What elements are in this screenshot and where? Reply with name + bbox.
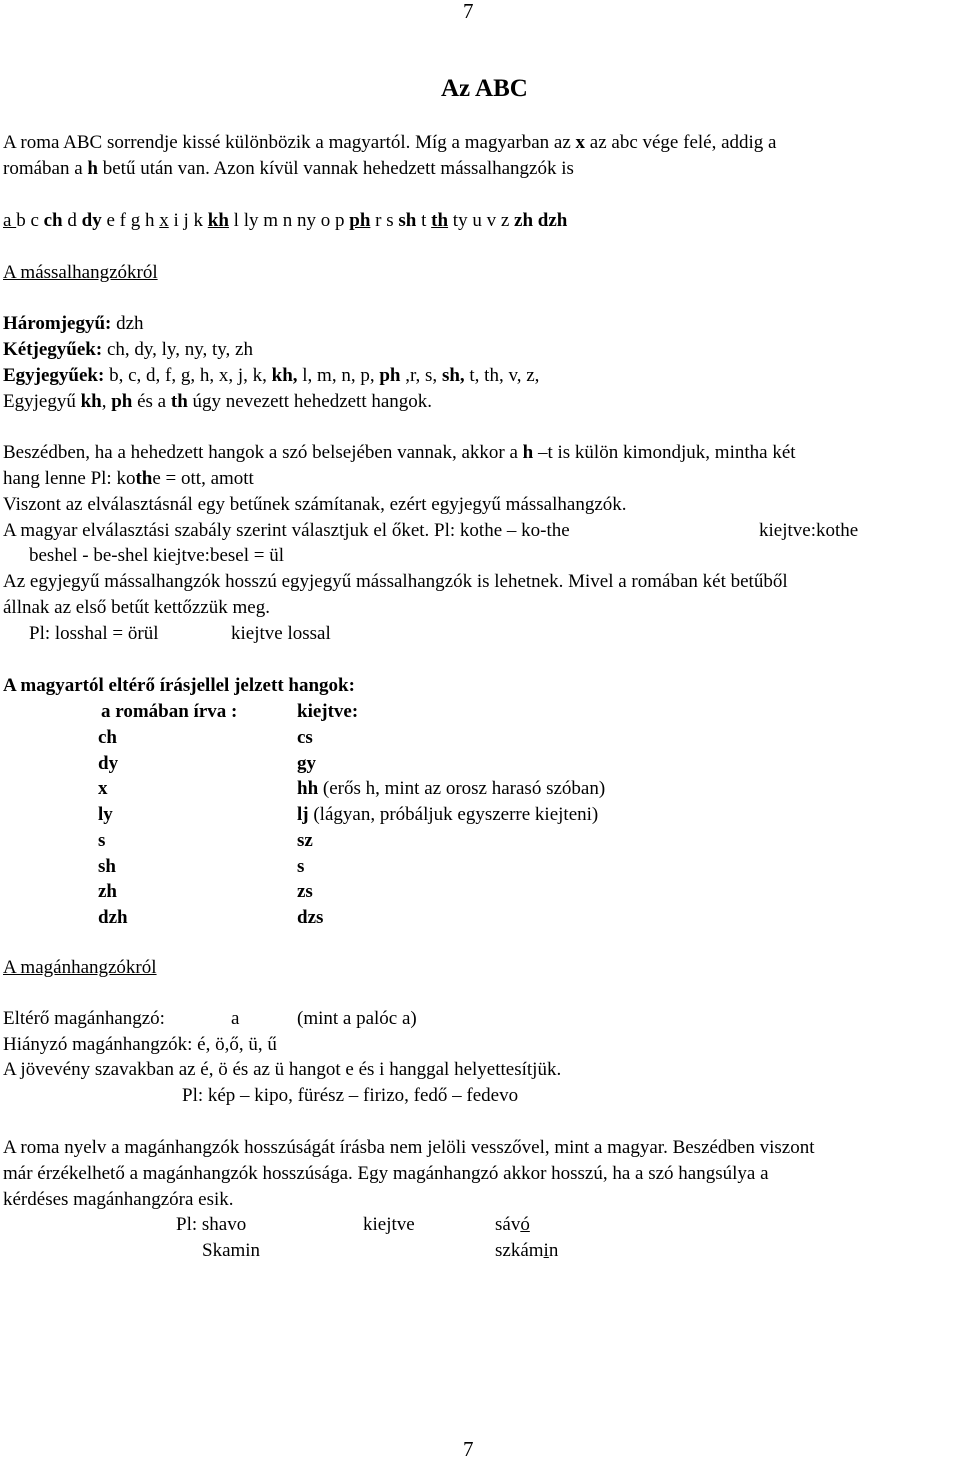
aspirated-part: kh	[80, 391, 102, 412]
alphabet-letter: x	[159, 210, 169, 231]
diff-row-pron-letters: s	[297, 855, 305, 877]
diff-row-pron-letters: zs	[297, 881, 313, 903]
length-line-2: már érzékelhető a magánhangzók hosszúsága. Egy magánhangzó akkor hosszú, ha a szó hangsúlya a	[3, 1163, 769, 1184]
alphabet-letter: zh dzh	[514, 210, 568, 231]
speech-line-1	[3, 442, 796, 464]
pron-text: szkám	[495, 1240, 544, 1261]
page-title: Az ABC	[441, 75, 528, 102]
alphabet-letter: r s	[370, 210, 399, 231]
alphabet-letter: d	[62, 210, 82, 231]
diff-head-written: a romában írva :	[101, 701, 238, 722]
speech-text: e = ott, amott	[152, 468, 254, 489]
aspirated-part: úgy nevezett hehedzett hangok.	[187, 391, 433, 412]
intro-text: betű után van. Azon kívül vannak hehedzett mássalhangzók is	[97, 158, 574, 179]
speech-line-8-pron: kiejtve lossal	[231, 623, 331, 644]
one-letter-part: kh,	[271, 365, 298, 386]
diff-row-pron	[297, 753, 316, 775]
three-letter-value: dzh	[111, 313, 144, 334]
diff-row-pron-letters: sz	[297, 829, 313, 851]
diff-row-written: x	[98, 778, 108, 800]
intro-line-2	[3, 158, 574, 180]
diff-row-note: (lágyan, próbáljuk egyszerre kiejteni)	[308, 804, 599, 826]
vowel-example: Pl: kép – kipo, fürész – firizo, fedő – fedevo	[182, 1085, 519, 1106]
alphabet-letter: t	[416, 210, 432, 231]
vowel-diff-a: a	[231, 1008, 240, 1029]
pron-stressed: ó	[520, 1214, 530, 1235]
aspirated-part: Egyjegyű	[3, 391, 81, 412]
diff-row-written: s	[98, 829, 106, 851]
diff-row-written: zh	[98, 881, 117, 903]
length-ex1-pron	[495, 1214, 530, 1236]
vowel-diff-label: Eltérő magánhangzó:	[3, 1008, 165, 1029]
speech-text: –t is külön kimondjuk, mintha két	[533, 442, 796, 463]
diff-row-pron	[297, 804, 598, 826]
speech-letter-h: h	[522, 442, 534, 463]
diff-row-pron	[297, 778, 605, 800]
vowel-loan: A jövevény szavakban az é, ö és az ü hangot e és i hanggal helyettesítjük.	[3, 1059, 562, 1080]
diff-row-pron-letters: hh	[297, 778, 319, 800]
diff-row-pron	[297, 856, 304, 878]
one-letter-part: ,r, s,	[400, 365, 442, 386]
one-letter-part: l, m, n, p,	[297, 365, 380, 386]
one-letter-part: ph	[379, 365, 401, 386]
speech-line-8: Pl: losshal = örül	[29, 623, 159, 644]
aspirated-part: ph	[111, 391, 133, 412]
page-number-bottom: 7	[463, 1437, 474, 1461]
alphabet-letter: i j k	[168, 210, 208, 231]
diff-row-pron	[297, 881, 313, 903]
alphabet-letter: dy	[81, 210, 102, 231]
length-ex2-pron	[495, 1240, 558, 1262]
intro-text: az abc vége felé, addig a	[585, 132, 777, 153]
alphabet-letter: l ly m n ny o p	[228, 210, 350, 231]
length-ex1-word: Pl: shavo	[176, 1214, 247, 1235]
diff-row-written: dzh	[98, 906, 128, 928]
pron-text: sáv	[495, 1214, 521, 1235]
speech-line-4: A magyar elválasztási szabály szerint választjuk el őket. Pl: kothe – ko-the	[3, 520, 570, 541]
alphabet-letter: kh	[207, 210, 229, 231]
alphabet-letter: a	[3, 210, 17, 231]
one-letter-part: Egyjegyűek:	[3, 365, 105, 386]
diff-row-pron	[297, 727, 313, 749]
speech-text: hang lenne Pl: ko	[3, 468, 136, 489]
length-line-1: A roma nyelv a magánhangzók hosszúságát írásba nem jelöli vesszővel, mint a magyar. Beszédben viszont	[3, 1137, 815, 1158]
diff-row-pron-letters: cs	[297, 727, 313, 748]
alphabet-letter: ty u v z	[448, 210, 515, 231]
one-letter-part: sh,	[441, 365, 465, 386]
pron-text: n	[548, 1240, 559, 1261]
vowel-missing: Hiányzó magánhangzók: é, ö,ő, ü, ű	[3, 1034, 277, 1055]
alphabet-letter: th	[431, 210, 449, 231]
diff-row-pron-letters: dzs	[297, 906, 324, 928]
diff-row-pron-letters: lj	[297, 804, 309, 826]
speech-line-2	[3, 468, 254, 490]
speech-line-5: beshel - be-shel kiejtve:besel = ül	[29, 545, 284, 566]
diff-head-pron: kiejtve:	[297, 701, 359, 722]
aspirated-part: ,	[101, 391, 112, 412]
alphabet-letter: ph	[349, 210, 371, 231]
length-line-3: kérdéses magánhangzóra esik.	[3, 1189, 234, 1210]
diff-heading: A magyartól eltérő írásjellel jelzett hangok:	[3, 675, 355, 696]
speech-line-4-pron: kiejtve:kothe	[759, 520, 859, 541]
aspirated-line	[3, 391, 432, 413]
intro-text: A roma ABC sorrendje kissé különbözik a magyartól. Míg a magyarban az	[3, 132, 576, 153]
page-number-top: 7	[463, 0, 474, 23]
intro-line-1	[3, 132, 776, 154]
speech-line-6: Az egyjegyű mássalhangzók hosszú egyjegyű mássalhangzók is lehetnek. Mivel a romában két betűből	[3, 571, 788, 592]
diff-row-pron	[297, 830, 313, 852]
one-letter-line	[3, 365, 539, 387]
two-letter-label: Kétjegyűek:	[3, 339, 103, 360]
two-letter-value: ch, dy, ly, ny, ty, zh	[102, 339, 253, 360]
consonants-heading: A mássalhangzókról	[3, 262, 158, 283]
two-letter-line	[3, 339, 253, 361]
pron-stressed: i	[543, 1240, 549, 1261]
diff-row-written: sh	[98, 855, 116, 877]
diff-row-note: (erős h, mint az orosz harasó szóban)	[318, 778, 606, 800]
three-letter-label: Háromjegyű:	[3, 313, 112, 334]
aspirated-part: th	[170, 391, 188, 412]
intro-letter-x: x	[575, 132, 586, 153]
diff-row-pron	[297, 907, 323, 929]
speech-line-7: állnak az első betűt kettőzzük meg.	[3, 597, 270, 618]
alphabet-letter: ch	[43, 210, 63, 231]
speech-line-3: Viszont az elválasztásnál egy betűnek számítanak, ezért egyjegyű mássalhangzók.	[3, 494, 627, 515]
aspirated-part: és a	[132, 391, 171, 412]
three-letter-line	[3, 313, 144, 335]
speech-text: Beszédben, ha a hehedzett hangok a szó belsejében vannak, akkor a	[3, 442, 523, 463]
diff-row-written: ch	[98, 727, 117, 748]
length-ex1-mid: kiejtve	[363, 1214, 415, 1235]
diff-row-pron-letters: gy	[297, 752, 316, 774]
diff-row-written: dy	[98, 752, 119, 774]
alphabet-letter: b c	[16, 210, 44, 231]
intro-letter-h: h	[87, 158, 98, 179]
vowels-heading: A magánhangzókról	[3, 957, 157, 978]
speech-th: th	[135, 468, 153, 489]
length-ex2-word: Skamin	[202, 1240, 261, 1261]
alphabet-line	[3, 210, 567, 232]
alphabet-letter: sh	[398, 210, 417, 231]
one-letter-part: t, th, v, z,	[464, 365, 540, 386]
diff-row-written: ly	[98, 804, 113, 826]
vowel-diff-note: (mint a palóc a)	[297, 1008, 417, 1029]
one-letter-part: b, c, d, f, g, h, x, j, k,	[104, 365, 272, 386]
intro-text: romában a	[3, 158, 88, 179]
alphabet-letter: e f g h	[101, 210, 160, 231]
